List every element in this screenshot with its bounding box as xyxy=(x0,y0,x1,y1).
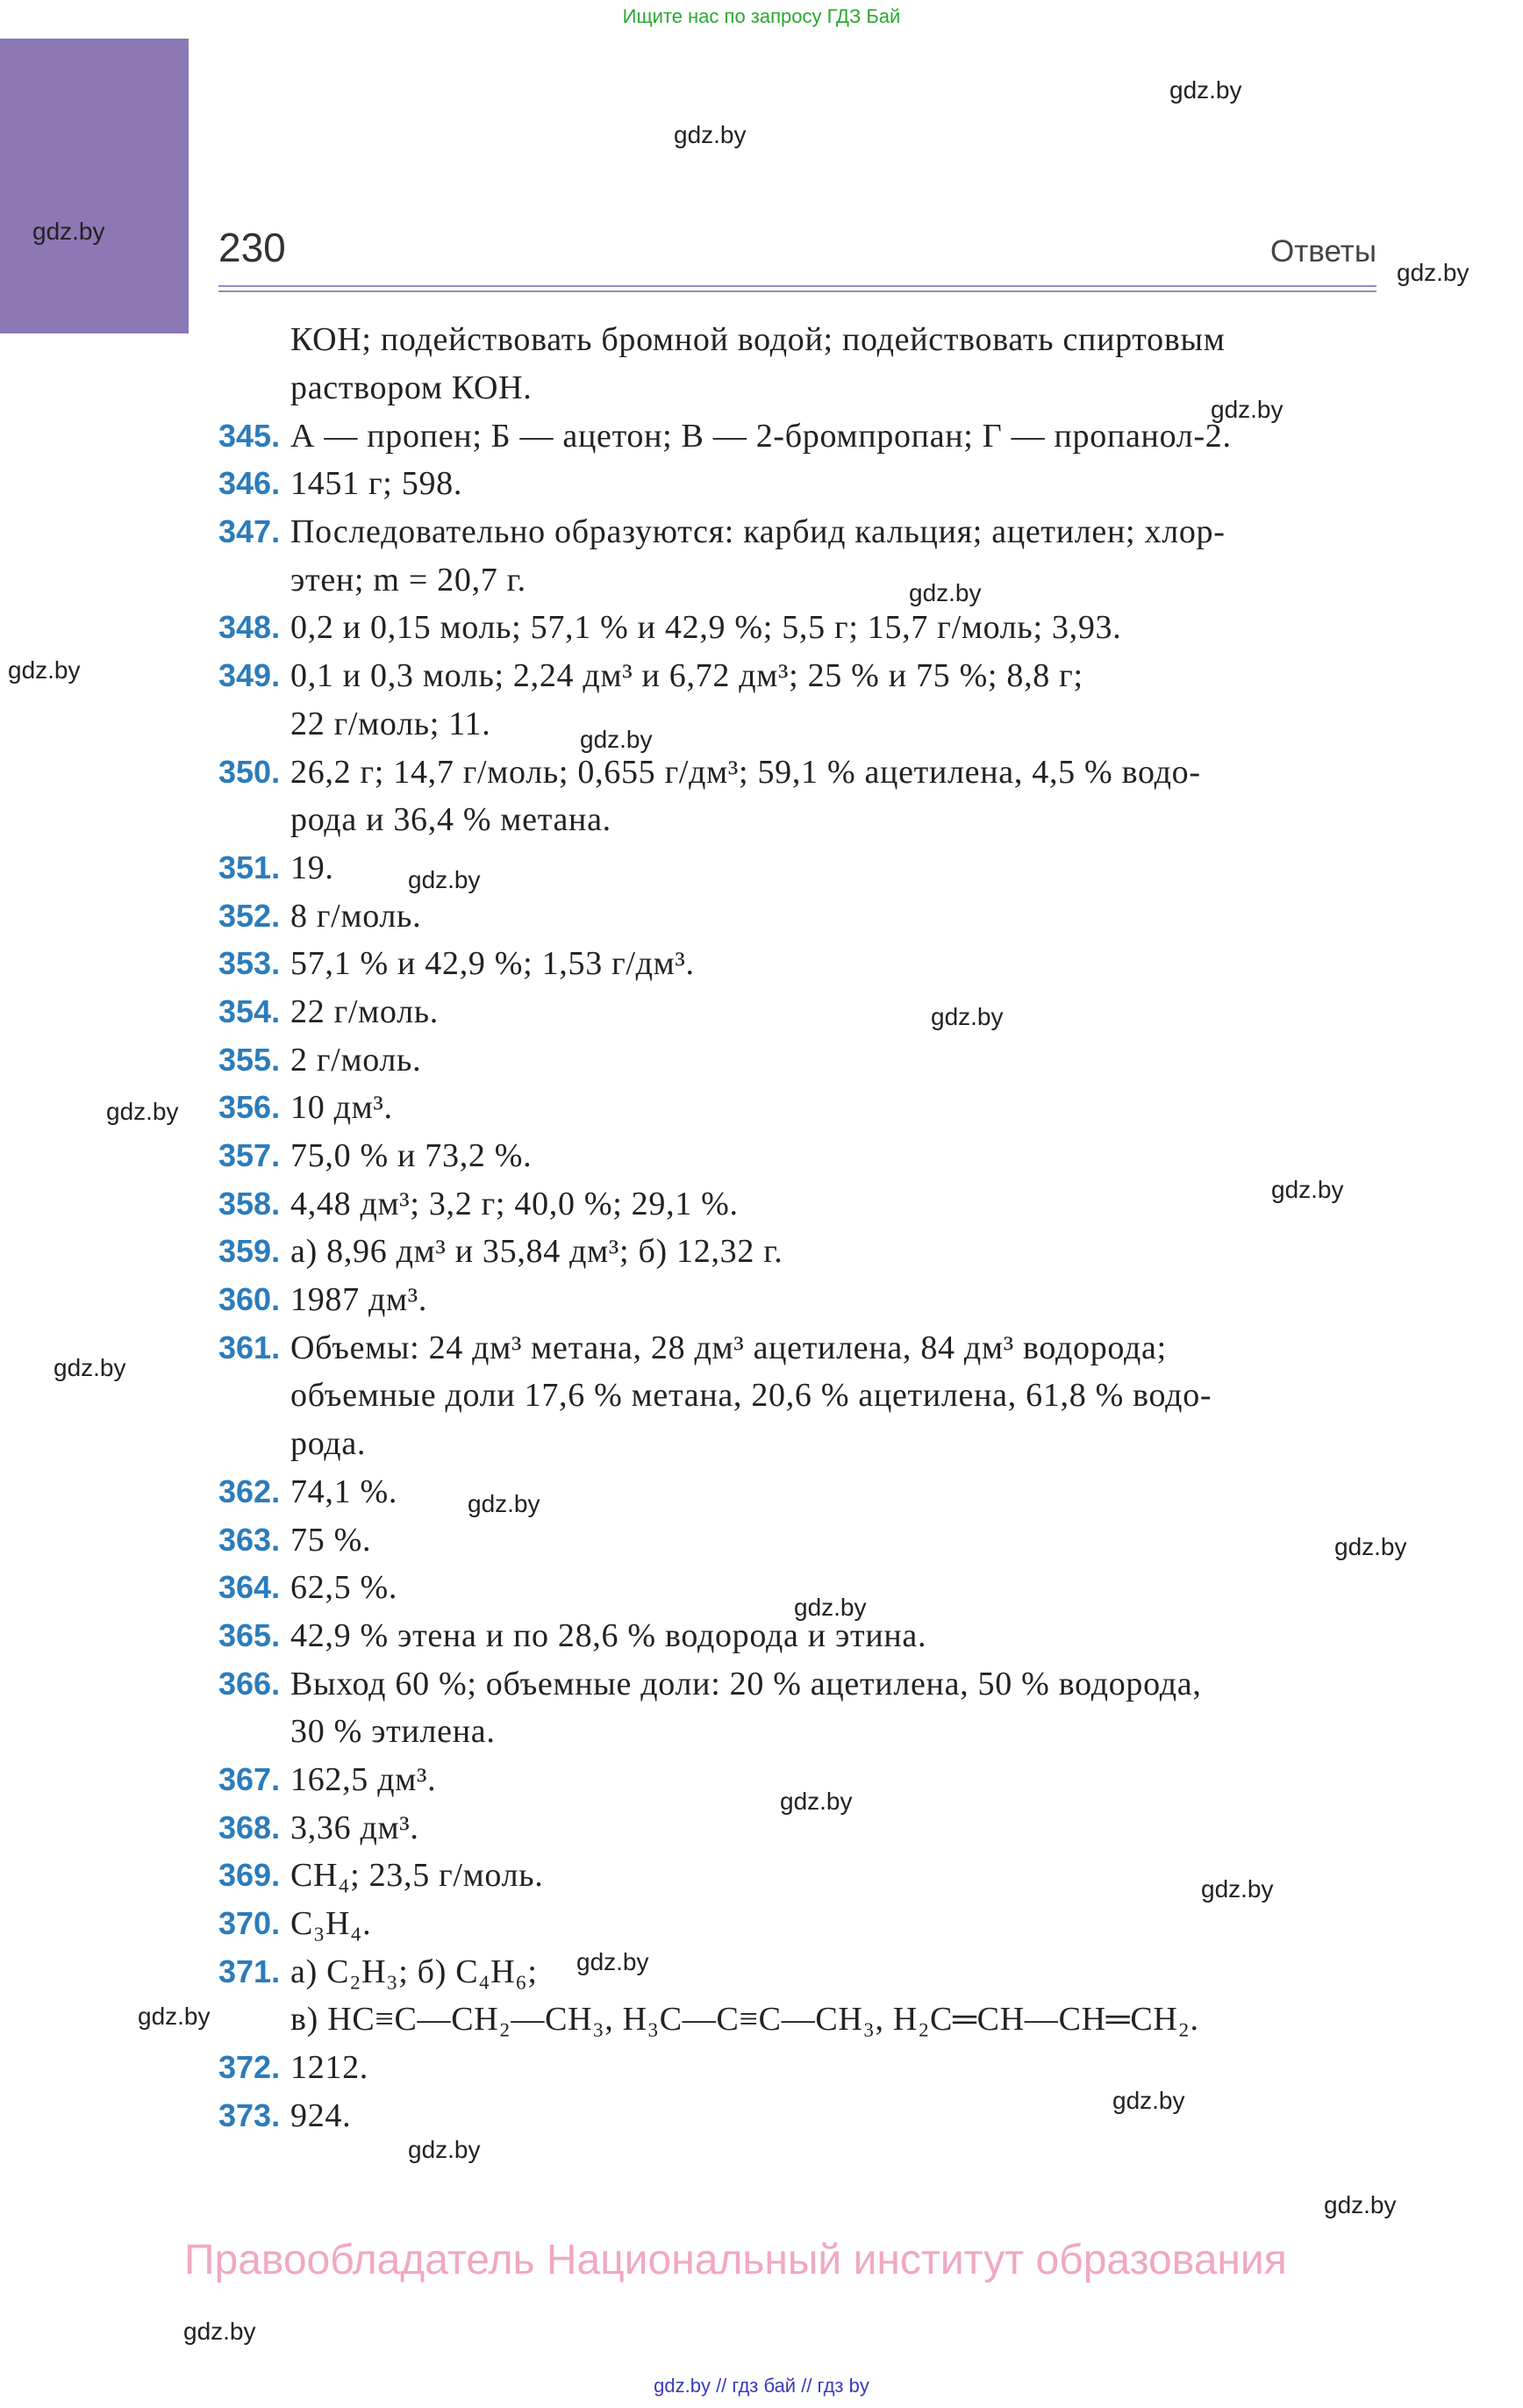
answer-text: 75 %. xyxy=(290,1521,372,1559)
answer-line xyxy=(218,1996,1378,2044)
watermark: gdz.by xyxy=(138,2003,211,2030)
answer-line xyxy=(218,460,1378,508)
answer-line xyxy=(218,555,1378,604)
answer-text: раствором КОН. xyxy=(290,369,533,407)
watermark: gdz.by xyxy=(1324,2191,1397,2218)
watermark: gdz.by xyxy=(1397,259,1469,286)
answer-line xyxy=(218,1228,1378,1276)
answer-number: 350. xyxy=(218,753,281,790)
answer-line xyxy=(218,1516,1378,1564)
watermark: gdz.by xyxy=(32,218,105,245)
watermark: gdz.by xyxy=(1201,1875,1274,1903)
watermark: gdz.by xyxy=(576,1948,649,1975)
answer-text: 62,5 %. xyxy=(290,1569,398,1607)
answer-line xyxy=(218,1132,1378,1180)
answer-text: в) HC≡C—CH₂—CH₃, H₃C—C≡C—CH₃, H₂C═CH—CH═CH₂. xyxy=(290,2001,1199,2039)
answer-text: Выход 60 %; объемные доли: 20 % ацетилена, 50 % водорода, xyxy=(290,1665,1202,1702)
answer-text: КОН; подействовать бромной водой; подействовать спиртовым xyxy=(290,321,1226,359)
answer-line xyxy=(218,316,1378,364)
answer-text: этен; m = 20,7 г. xyxy=(290,561,526,598)
answer-line xyxy=(218,796,1378,844)
answer-number: 355. xyxy=(218,1041,281,1078)
answer-line xyxy=(218,2091,1378,2139)
answer-line xyxy=(218,1900,1378,1948)
answer-text: 22 г/моль. xyxy=(290,993,439,1030)
answer-text: 1451 г; 598. xyxy=(290,465,463,503)
answer-number: 360. xyxy=(218,1281,281,1318)
answer-text: рода и 36,4 % метана. xyxy=(290,801,611,839)
answer-number: 346. xyxy=(218,465,281,502)
answer-number: 368. xyxy=(218,1809,281,1845)
answer-text: Последовательно образуются: карбид кальция; ацетилен; хлор- xyxy=(290,513,1226,551)
answer-number: 352. xyxy=(218,897,281,934)
answer-text: Объемы: 24 дм³ метана, 28 дм³ ацетилена, 84 дм³ водорода; xyxy=(290,1329,1167,1366)
watermark: gdz.by xyxy=(580,726,653,753)
watermark: gdz.by xyxy=(1334,1533,1407,1560)
answer-number: 354. xyxy=(218,993,281,1029)
answer-line xyxy=(218,844,1378,892)
watermark: gdz.by xyxy=(1112,2087,1185,2114)
answer-text: А — пропен; Б — ацетон; В — 2-бромпропан; Г — пропанол-2. xyxy=(290,417,1232,455)
answer-text: объемные доли 17,6 % метана, 20,6 % ацетилена, 61,8 % водо- xyxy=(290,1377,1212,1415)
answer-text: 924. xyxy=(290,2096,352,2134)
answer-number: 364. xyxy=(218,1569,281,1606)
watermark: gdz.by xyxy=(106,1098,179,1125)
answer-number: 365. xyxy=(218,1616,281,1653)
answer-line xyxy=(218,1372,1378,1420)
answer-text: 22 г/моль; 11. xyxy=(290,705,491,742)
answer-text: 30 % этилена. xyxy=(290,1713,496,1751)
answer-text: C₃H₄. xyxy=(290,1905,372,1943)
answer-number: 351. xyxy=(218,849,281,885)
watermark: gdz.by xyxy=(1169,76,1242,104)
answer-line xyxy=(218,1708,1378,1756)
answer-number: 358. xyxy=(218,1185,281,1222)
answer-line xyxy=(218,1084,1378,1132)
watermark: gdz.by xyxy=(408,866,481,893)
answer-line xyxy=(218,604,1378,652)
header-rule-top xyxy=(218,285,1376,287)
copyright-notice: Правообладатель Национальный институт образования xyxy=(184,2237,1287,2283)
answer-number: 367. xyxy=(218,1760,281,1797)
answer-line xyxy=(218,508,1378,556)
answer-number: 372. xyxy=(218,2049,281,2086)
answer-number: 357. xyxy=(218,1137,281,1174)
corner-color-block xyxy=(0,39,189,333)
answer-number: 362. xyxy=(218,1473,281,1509)
answer-line xyxy=(218,364,1378,412)
answer-text: 162,5 дм³. xyxy=(290,1760,437,1798)
watermark: gdz.by xyxy=(1211,396,1283,423)
answer-number: 345. xyxy=(218,417,281,454)
answer-line xyxy=(218,1659,1378,1708)
watermark: gdz.by xyxy=(794,1594,867,1621)
answer-line xyxy=(218,1036,1378,1084)
answer-line xyxy=(218,1179,1378,1228)
page-number: 230 xyxy=(218,225,286,270)
answer-number: 370. xyxy=(218,1905,281,1942)
watermark: gdz.by xyxy=(674,121,747,148)
answer-number: 359. xyxy=(218,1233,281,1270)
watermark: gdz.by xyxy=(54,1354,126,1381)
answer-text: 0,1 и 0,3 моль; 2,24 дм³ и 6,72 дм³; 25 % и 75 %; 8,8 г; xyxy=(290,657,1083,695)
answer-line xyxy=(218,652,1378,700)
watermark: gdz.by xyxy=(183,2318,256,2345)
answer-number: 349. xyxy=(218,657,281,694)
answer-line xyxy=(218,1323,1378,1372)
watermark: gdz.by xyxy=(468,1490,540,1517)
answer-line xyxy=(218,892,1378,940)
answers-list xyxy=(218,316,1378,2139)
answer-text: 2 г/моль. xyxy=(290,1041,422,1079)
watermark: gdz.by xyxy=(780,1788,853,1815)
answer-text: CH₄; 23,5 г/моль. xyxy=(290,1857,544,1895)
answer-text: 4,48 дм³; 3,2 г; 40,0 %; 29,1 %. xyxy=(290,1185,739,1222)
answer-text: 3,36 дм³. xyxy=(290,1809,419,1846)
answer-text: а) 8,96 дм³ и 35,84 дм³; б) 12,32 г. xyxy=(290,1233,783,1271)
answer-text: а) C₂H₃; б) C₄H₆; xyxy=(290,1953,538,1990)
answer-number: 369. xyxy=(218,1857,281,1894)
answer-line xyxy=(218,1468,1378,1516)
answer-text: 57,1 % и 42,9 %; 1,53 г/дм³. xyxy=(290,945,695,983)
header-rule-bottom xyxy=(218,290,1376,292)
answer-text: 75,0 % и 73,2 %. xyxy=(290,1137,533,1175)
watermark: gdz.by xyxy=(408,2136,481,2163)
answer-number: 353. xyxy=(218,945,281,982)
answer-text: 74,1 %. xyxy=(290,1473,398,1510)
watermark: gdz.by xyxy=(1271,1176,1344,1203)
answer-line xyxy=(218,988,1378,1036)
answer-text: 1212. xyxy=(290,2049,368,2087)
watermark: gdz.by xyxy=(909,579,982,606)
answer-line xyxy=(218,1420,1378,1468)
answer-line xyxy=(218,412,1378,460)
answer-text: рода. xyxy=(290,1425,367,1463)
answer-line xyxy=(218,1276,1378,1324)
answer-line xyxy=(218,940,1378,988)
answer-line xyxy=(218,2044,1378,2092)
answer-line xyxy=(218,748,1378,796)
answer-text: 1987 дм³. xyxy=(290,1281,428,1319)
footer-links[interactable]: gdz.by // гдз бай // гдз by xyxy=(654,2375,869,2397)
answer-number: 363. xyxy=(218,1521,281,1558)
answer-text: 0,2 и 0,15 моль; 57,1 % и 42,9 %; 5,5 г; 15,7 г/моль; 3,93. xyxy=(290,609,1122,647)
answer-text: 26,2 г; 14,7 г/моль; 0,655 г/дм³; 59,1 % ацетилена, 4,5 % водо- xyxy=(290,753,1201,791)
answer-number: 366. xyxy=(218,1665,281,1702)
answer-number: 373. xyxy=(218,2096,281,2133)
watermark: gdz.by xyxy=(8,656,81,684)
answer-number: 361. xyxy=(218,1329,281,1365)
answer-number: 356. xyxy=(218,1089,281,1126)
answer-text: 19. xyxy=(290,849,334,886)
answer-text: 8 г/моль. xyxy=(290,897,422,935)
answer-text: 42,9 % этена и по 28,6 % водорода и этина. xyxy=(290,1616,927,1654)
answer-line xyxy=(218,1947,1378,1996)
answer-number: 348. xyxy=(218,609,281,646)
answer-number: 371. xyxy=(218,1953,281,1989)
top-banner[interactable]: Ищите нас по запросу ГДЗ Бай xyxy=(622,5,901,27)
answer-number: 347. xyxy=(218,513,281,550)
answer-text: 10 дм³. xyxy=(290,1089,393,1127)
section-title: Ответы xyxy=(1270,234,1376,269)
watermark: gdz.by xyxy=(931,1003,1004,1030)
answer-line xyxy=(218,700,1378,749)
